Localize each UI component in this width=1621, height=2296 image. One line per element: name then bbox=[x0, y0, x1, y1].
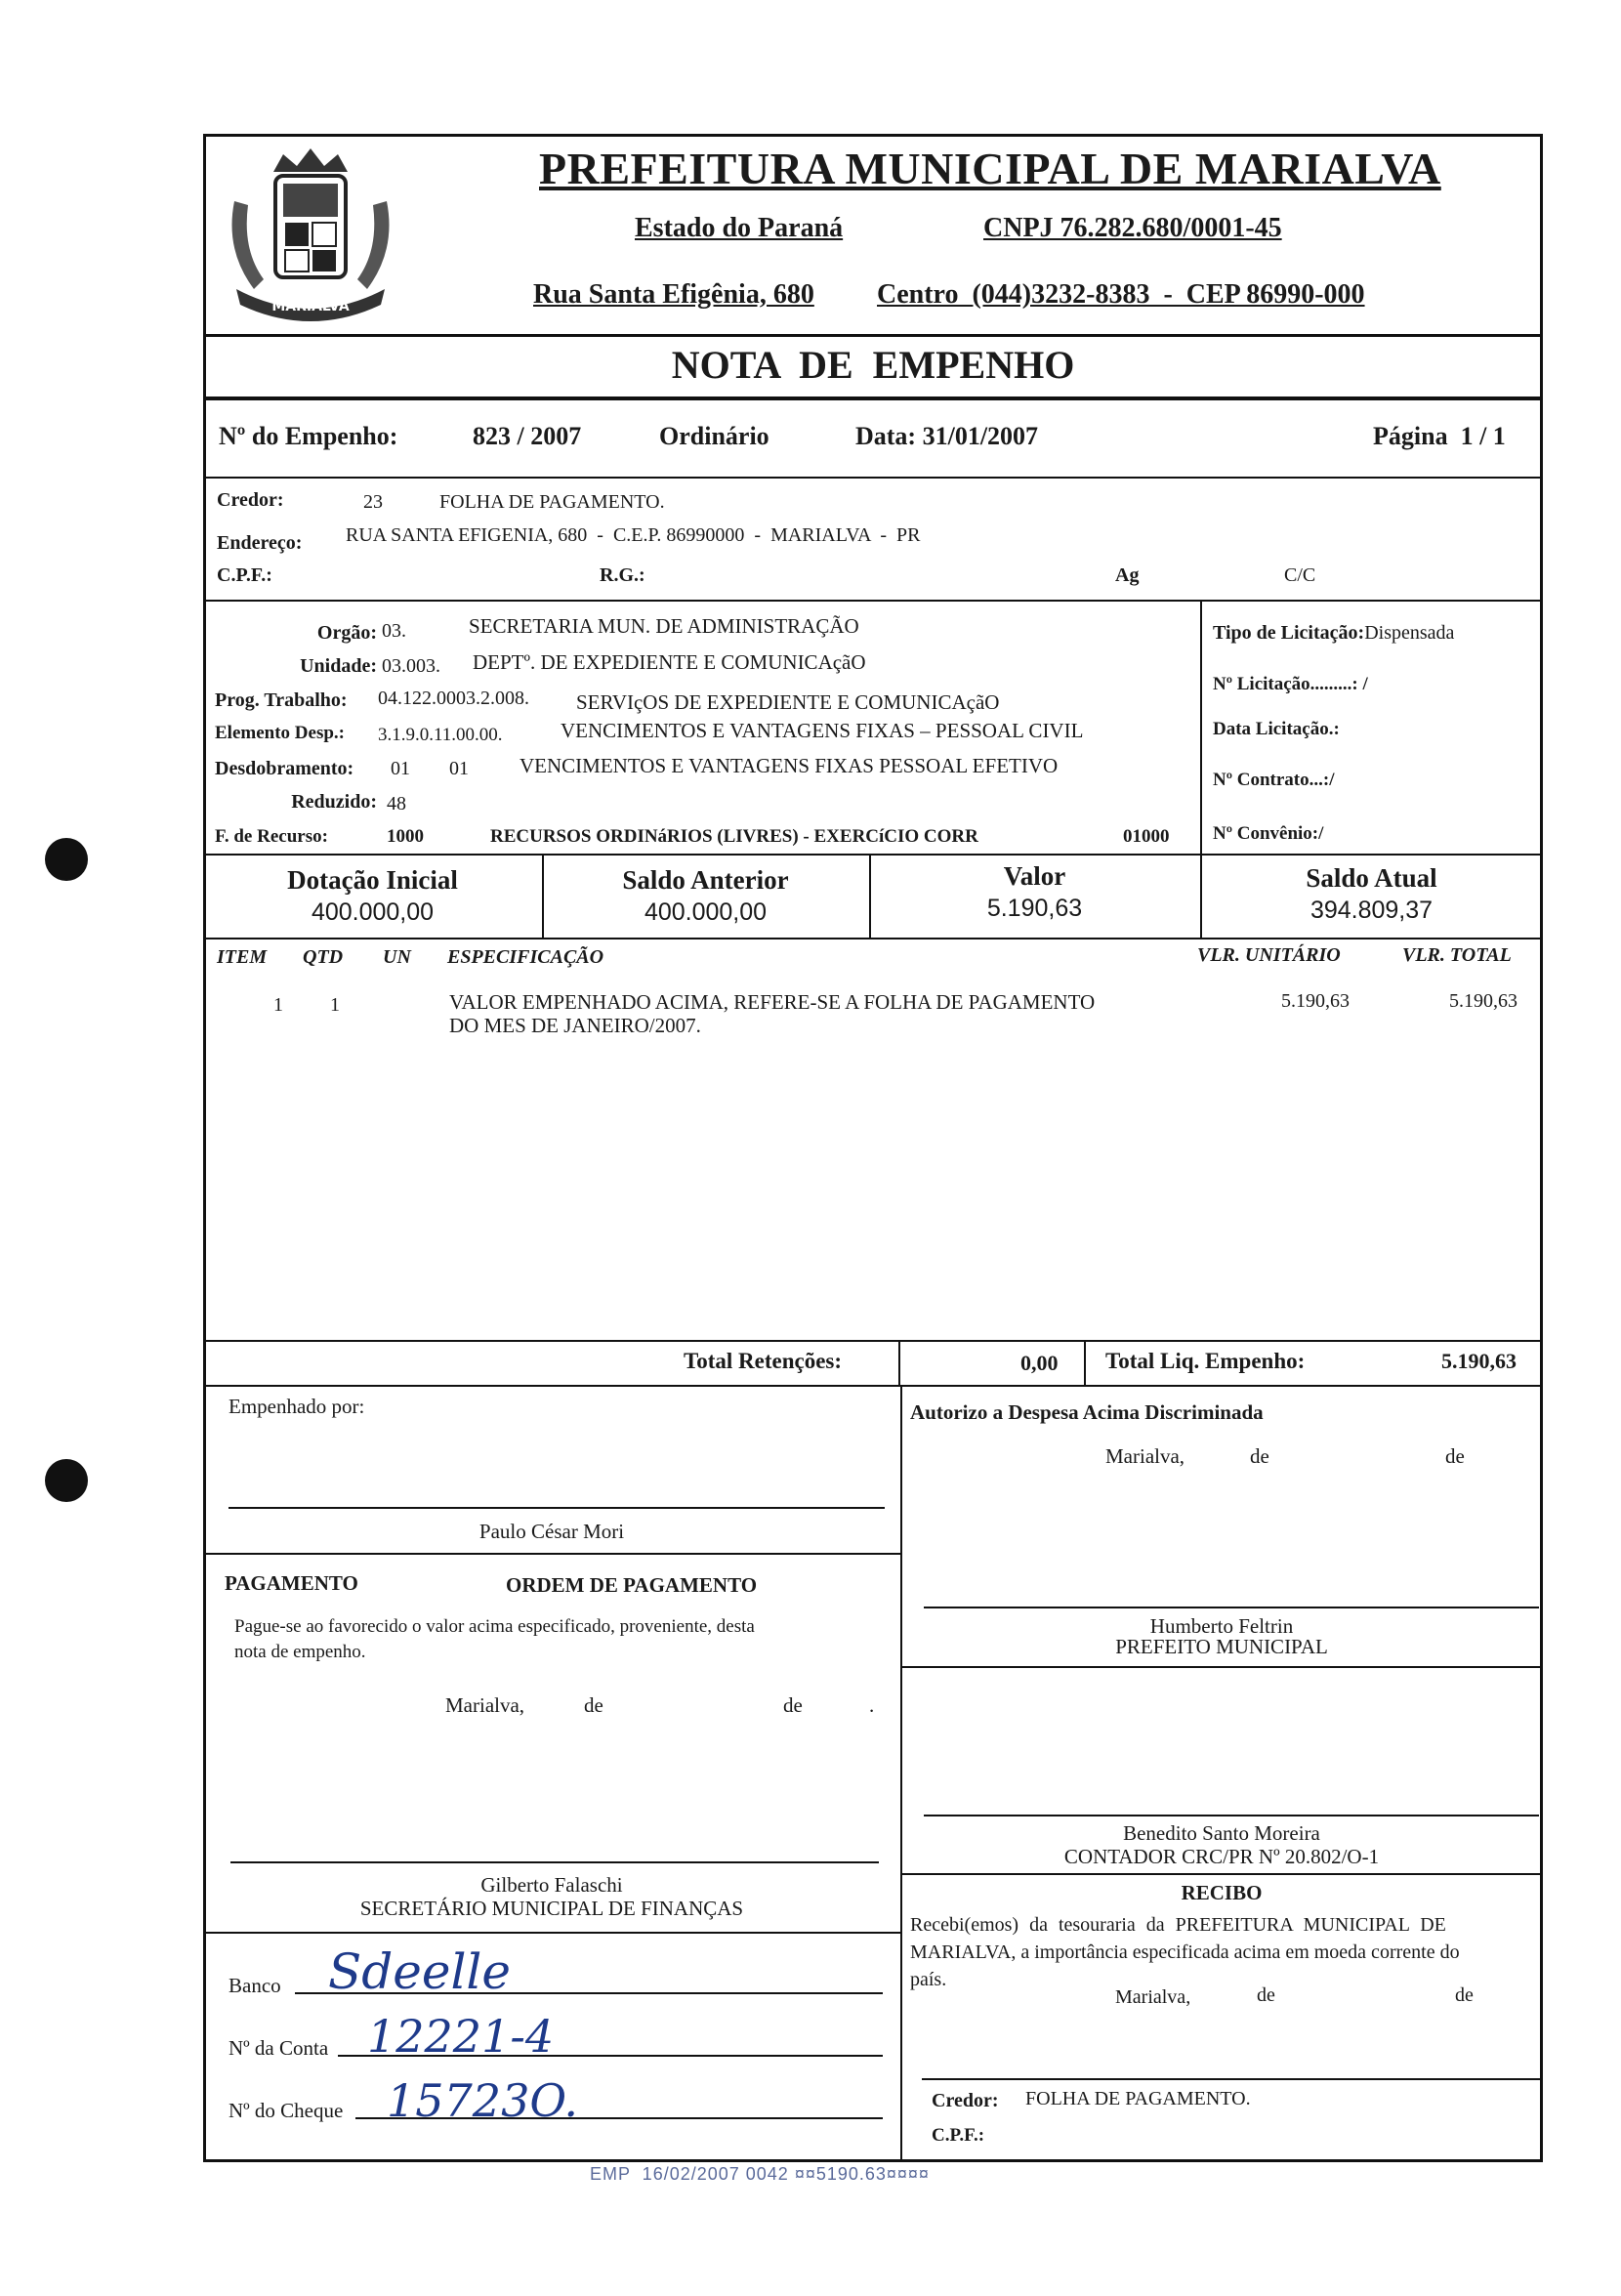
empenho-number: 823 / 2007 bbox=[473, 422, 582, 450]
credor-name: FOLHA DE PAGAMENTO. bbox=[439, 491, 665, 513]
signature-line bbox=[924, 1815, 1539, 1816]
page-number: Página 1 / 1 bbox=[1373, 422, 1506, 450]
divider bbox=[900, 1873, 1543, 1875]
licitacao-contrato: Nº Contrato...:/ bbox=[1213, 770, 1335, 790]
desdobramento-code-2: 01 bbox=[449, 758, 469, 779]
liquido-value: 5.190,63 bbox=[1441, 1349, 1517, 1373]
liquido-label: Total Liq. Empenho: bbox=[1105, 1349, 1306, 1373]
conta-label: Nº da Conta bbox=[229, 2036, 329, 2060]
row-description-line-1: VALOR EMPENHADO ACIMA, REFERE-SE A FOLHA DE PAGAMENTO bbox=[449, 990, 1096, 1014]
valor-label: Valor bbox=[1003, 861, 1066, 891]
recibo-credor-label: Credor: bbox=[932, 2090, 999, 2111]
desdobramento-label: Desdobramento: bbox=[215, 758, 354, 779]
orgao-label: Orgão: bbox=[316, 622, 377, 644]
rg-label: R.G.: bbox=[600, 564, 645, 586]
ag-label: Ag bbox=[1115, 564, 1140, 586]
recibo-place: Marialva, bbox=[1115, 1986, 1191, 2008]
unidade-code: 03.003. bbox=[382, 655, 440, 677]
prog-name: SERVIçOS DE EXPEDIENTE E COMUNICAçãO bbox=[576, 690, 1000, 714]
cnpj: CNPJ 76.282.680/0001-45 bbox=[983, 213, 1282, 243]
cheque-handwritten-value: 15723O. bbox=[387, 2074, 578, 2127]
recibo-cpf-label: C.P.F.: bbox=[932, 2125, 985, 2146]
elemento-code: 3.1.9.0.11.00.00. bbox=[378, 725, 503, 745]
recibo-text-line-2: MARIALVA, a importância especificada acima em moeda corrente do bbox=[910, 1941, 1460, 1963]
document-title: NOTA DE EMPENHO bbox=[671, 343, 1075, 387]
prefeito-role: PREFEITO MUNICIPAL bbox=[1115, 1635, 1328, 1658]
processing-stamp: EMP 16/02/2007 0042 ¤¤5190.63¤¤¤¤ bbox=[590, 2164, 930, 2184]
col-item: ITEM bbox=[217, 946, 268, 968]
pagamento-de-2: de bbox=[783, 1693, 803, 1717]
orgao-code: 03. bbox=[382, 620, 406, 642]
pagamento-place: Marialva, bbox=[445, 1693, 525, 1717]
endereco-value: RUA SANTA EFIGENIA, 680 - C.E.P. 86990000 - MARIALVA - PR bbox=[346, 524, 921, 546]
licitacao-tipo-value: Dispensada bbox=[1364, 622, 1455, 644]
unidade-name: DEPTº. DE EXPEDIENTE E COMUNICAçãO bbox=[473, 650, 866, 674]
address: Rua Santa Efigênia, 680 bbox=[533, 279, 814, 310]
pagamento-text-line-2: nota de empenho. bbox=[234, 1642, 366, 1662]
pagamento-de-1: de bbox=[584, 1693, 603, 1717]
divider bbox=[1200, 600, 1202, 865]
divider bbox=[203, 1932, 900, 1934]
prog-code: 04.122.0003.2.008. bbox=[378, 688, 529, 709]
divider bbox=[898, 1340, 900, 1387]
crest-label: MARIALVA bbox=[271, 299, 350, 314]
col-especificacao: ESPECIFICAÇÃO bbox=[447, 946, 604, 968]
recibo-de-2: de bbox=[1455, 1984, 1474, 2006]
col-un: UN bbox=[383, 946, 411, 968]
municipal-crest bbox=[215, 143, 406, 334]
cc-label: C/C bbox=[1284, 564, 1316, 586]
saldo-atual-value: 394.809,37 bbox=[1309, 897, 1434, 924]
signature-line bbox=[924, 1607, 1539, 1608]
col-vlr-unitario: VLR. UNITÁRIO bbox=[1197, 944, 1341, 966]
orgao-name: SECRETARIA MUN. DE ADMINISTRAÇÃO bbox=[469, 614, 859, 638]
elemento-name: VENCIMENTOS E VANTAGENS FIXAS – PESSOAL CIVIL bbox=[561, 719, 1084, 742]
divider bbox=[203, 938, 1543, 939]
licitacao-numero: Nº Licitação.........: / bbox=[1213, 674, 1368, 694]
recurso-name: RECURSOS ORDINáRIOS (LIVRES) - EXERCíCIO CORR bbox=[490, 826, 978, 847]
prog-label: Prog. Trabalho: bbox=[215, 689, 348, 711]
conta-handwritten-value: 12221-4 bbox=[367, 2010, 555, 2063]
recurso-label: F. de Recurso: bbox=[215, 826, 328, 847]
punch-hole-bottom bbox=[45, 1459, 88, 1502]
retencoes-label: Total Retenções: bbox=[684, 1349, 843, 1373]
empenhado-label: Empenhado por: bbox=[229, 1395, 365, 1418]
licitacao-tipo bbox=[1213, 622, 1454, 645]
empenho-label: Nº do Empenho: bbox=[219, 422, 398, 450]
banco-handwritten-value: Sdeelle bbox=[328, 1943, 512, 2000]
recibo-label: RECIBO bbox=[1181, 1881, 1263, 1904]
recibo-text-line-3: país. bbox=[910, 1969, 947, 1990]
divider bbox=[203, 334, 1543, 337]
recibo-credor-value: FOLHA DE PAGAMENTO. bbox=[1025, 2088, 1251, 2109]
row-item: 1 bbox=[273, 994, 283, 1016]
divider bbox=[203, 1385, 1543, 1387]
pagamento-label: PAGAMENTO bbox=[225, 1571, 358, 1595]
signature-line bbox=[922, 2078, 1541, 2080]
dotacao-value: 400.000,00 bbox=[311, 898, 435, 926]
divider bbox=[1084, 1340, 1086, 1387]
credor-label: Credor: bbox=[217, 489, 284, 511]
licitacao-data: Data Licitação.: bbox=[1213, 719, 1340, 739]
empenho-date: Data: 31/01/2007 bbox=[855, 422, 1039, 450]
desdobramento-code-1: 01 bbox=[391, 758, 410, 779]
pagamento-signer-role: SECRETÁRIO MUNICIPAL DE FINANÇAS bbox=[359, 1897, 744, 1920]
saldo-anterior-value: 400.000,00 bbox=[644, 898, 768, 926]
licitacao-tipo-label: Tipo de Licitação: bbox=[1213, 622, 1365, 644]
signature-line bbox=[230, 1861, 879, 1863]
divider bbox=[900, 1385, 902, 2162]
municipality-title: PREFEITURA MUNICIPAL DE MARIALVA bbox=[539, 144, 1441, 193]
recurso-code: 1000 bbox=[387, 826, 424, 847]
col-vlr-total: VLR. TOTAL bbox=[1402, 944, 1512, 966]
signature-line bbox=[229, 1507, 885, 1509]
district-phone-cep: Centro (044)3232-8383 - CEP 86990-000 bbox=[877, 279, 1365, 310]
licitacao-convenio: Nº Convênio:/ bbox=[1213, 823, 1324, 844]
row-vlr-unitario: 5.190,63 bbox=[1281, 990, 1350, 1012]
row-vlr-total: 5.190,63 bbox=[1449, 990, 1517, 1012]
divider bbox=[203, 1553, 900, 1555]
row-description-line-2: DO MES DE JANEIRO/2007. bbox=[449, 1014, 701, 1037]
credor-code: 23 bbox=[363, 491, 383, 513]
divider bbox=[203, 1340, 1543, 1342]
state-name: Estado do Paraná bbox=[635, 213, 844, 243]
autorizo-de-2: de bbox=[1445, 1444, 1465, 1468]
contador-name: Benedito Santo Moreira bbox=[1123, 1821, 1320, 1845]
reduzido-value: 48 bbox=[387, 793, 406, 814]
recurso-code-2: 01000 bbox=[1123, 826, 1170, 847]
punch-hole-top bbox=[45, 838, 88, 881]
empenhado-name: Paulo César Mori bbox=[478, 1520, 625, 1543]
row-qtd: 1 bbox=[330, 994, 340, 1016]
saldo-anterior-label: Saldo Anterior bbox=[622, 865, 789, 895]
empenho-type: Ordinário bbox=[659, 422, 769, 450]
divider bbox=[203, 600, 1543, 602]
retencoes-value: 0,00 bbox=[1020, 1351, 1059, 1375]
endereco-label: Endereço: bbox=[217, 532, 303, 554]
col-qtd: QTD bbox=[303, 946, 344, 968]
recibo-text-line-1: Recebi(emos) da tesouraria da PREFEITURA MUNICIPAL DE bbox=[910, 1914, 1446, 1936]
autorizo-de-1: de bbox=[1250, 1444, 1269, 1468]
pagamento-text-line-1: Pague-se ao favorecido o valor acima especificado, proveniente, desta bbox=[234, 1616, 755, 1637]
prefeito-name: Humberto Feltrin bbox=[1149, 1614, 1294, 1638]
autorizo-place: Marialva, bbox=[1105, 1444, 1185, 1468]
reduzido-label: Reduzido: bbox=[291, 791, 377, 813]
divider bbox=[203, 477, 1543, 479]
ordem-pagamento-label: ORDEM DE PAGAMENTO bbox=[506, 1573, 758, 1597]
banco-label: Banco bbox=[229, 1974, 281, 1997]
recibo-de-1: de bbox=[1257, 1984, 1275, 2006]
desdobramento-name: VENCIMENTOS E VANTAGENS FIXAS PESSOAL EFETIVO bbox=[520, 754, 1059, 777]
divider bbox=[203, 397, 1543, 400]
cheque-label: Nº do Cheque bbox=[229, 2099, 344, 2122]
contador-role: CONTADOR CRC/PR Nº 20.802/O-1 bbox=[1063, 1845, 1380, 1868]
autorizo-label: Autorizo a Despesa Acima Discriminada bbox=[910, 1400, 1264, 1424]
unidade-label: Unidade: bbox=[300, 655, 377, 677]
cpf-label: C.P.F.: bbox=[217, 564, 272, 586]
divider bbox=[900, 1666, 1543, 1668]
elemento-label: Elemento Desp.: bbox=[215, 723, 345, 743]
pagamento-dot: . bbox=[869, 1693, 875, 1717]
saldo-atual-label: Saldo Atual bbox=[1306, 863, 1437, 893]
divider bbox=[203, 854, 1543, 856]
pagamento-signer-name: Gilberto Falaschi bbox=[480, 1873, 623, 1897]
valor-value: 5.190,63 bbox=[986, 895, 1083, 922]
dotacao-label: Dotação Inicial bbox=[287, 865, 458, 895]
